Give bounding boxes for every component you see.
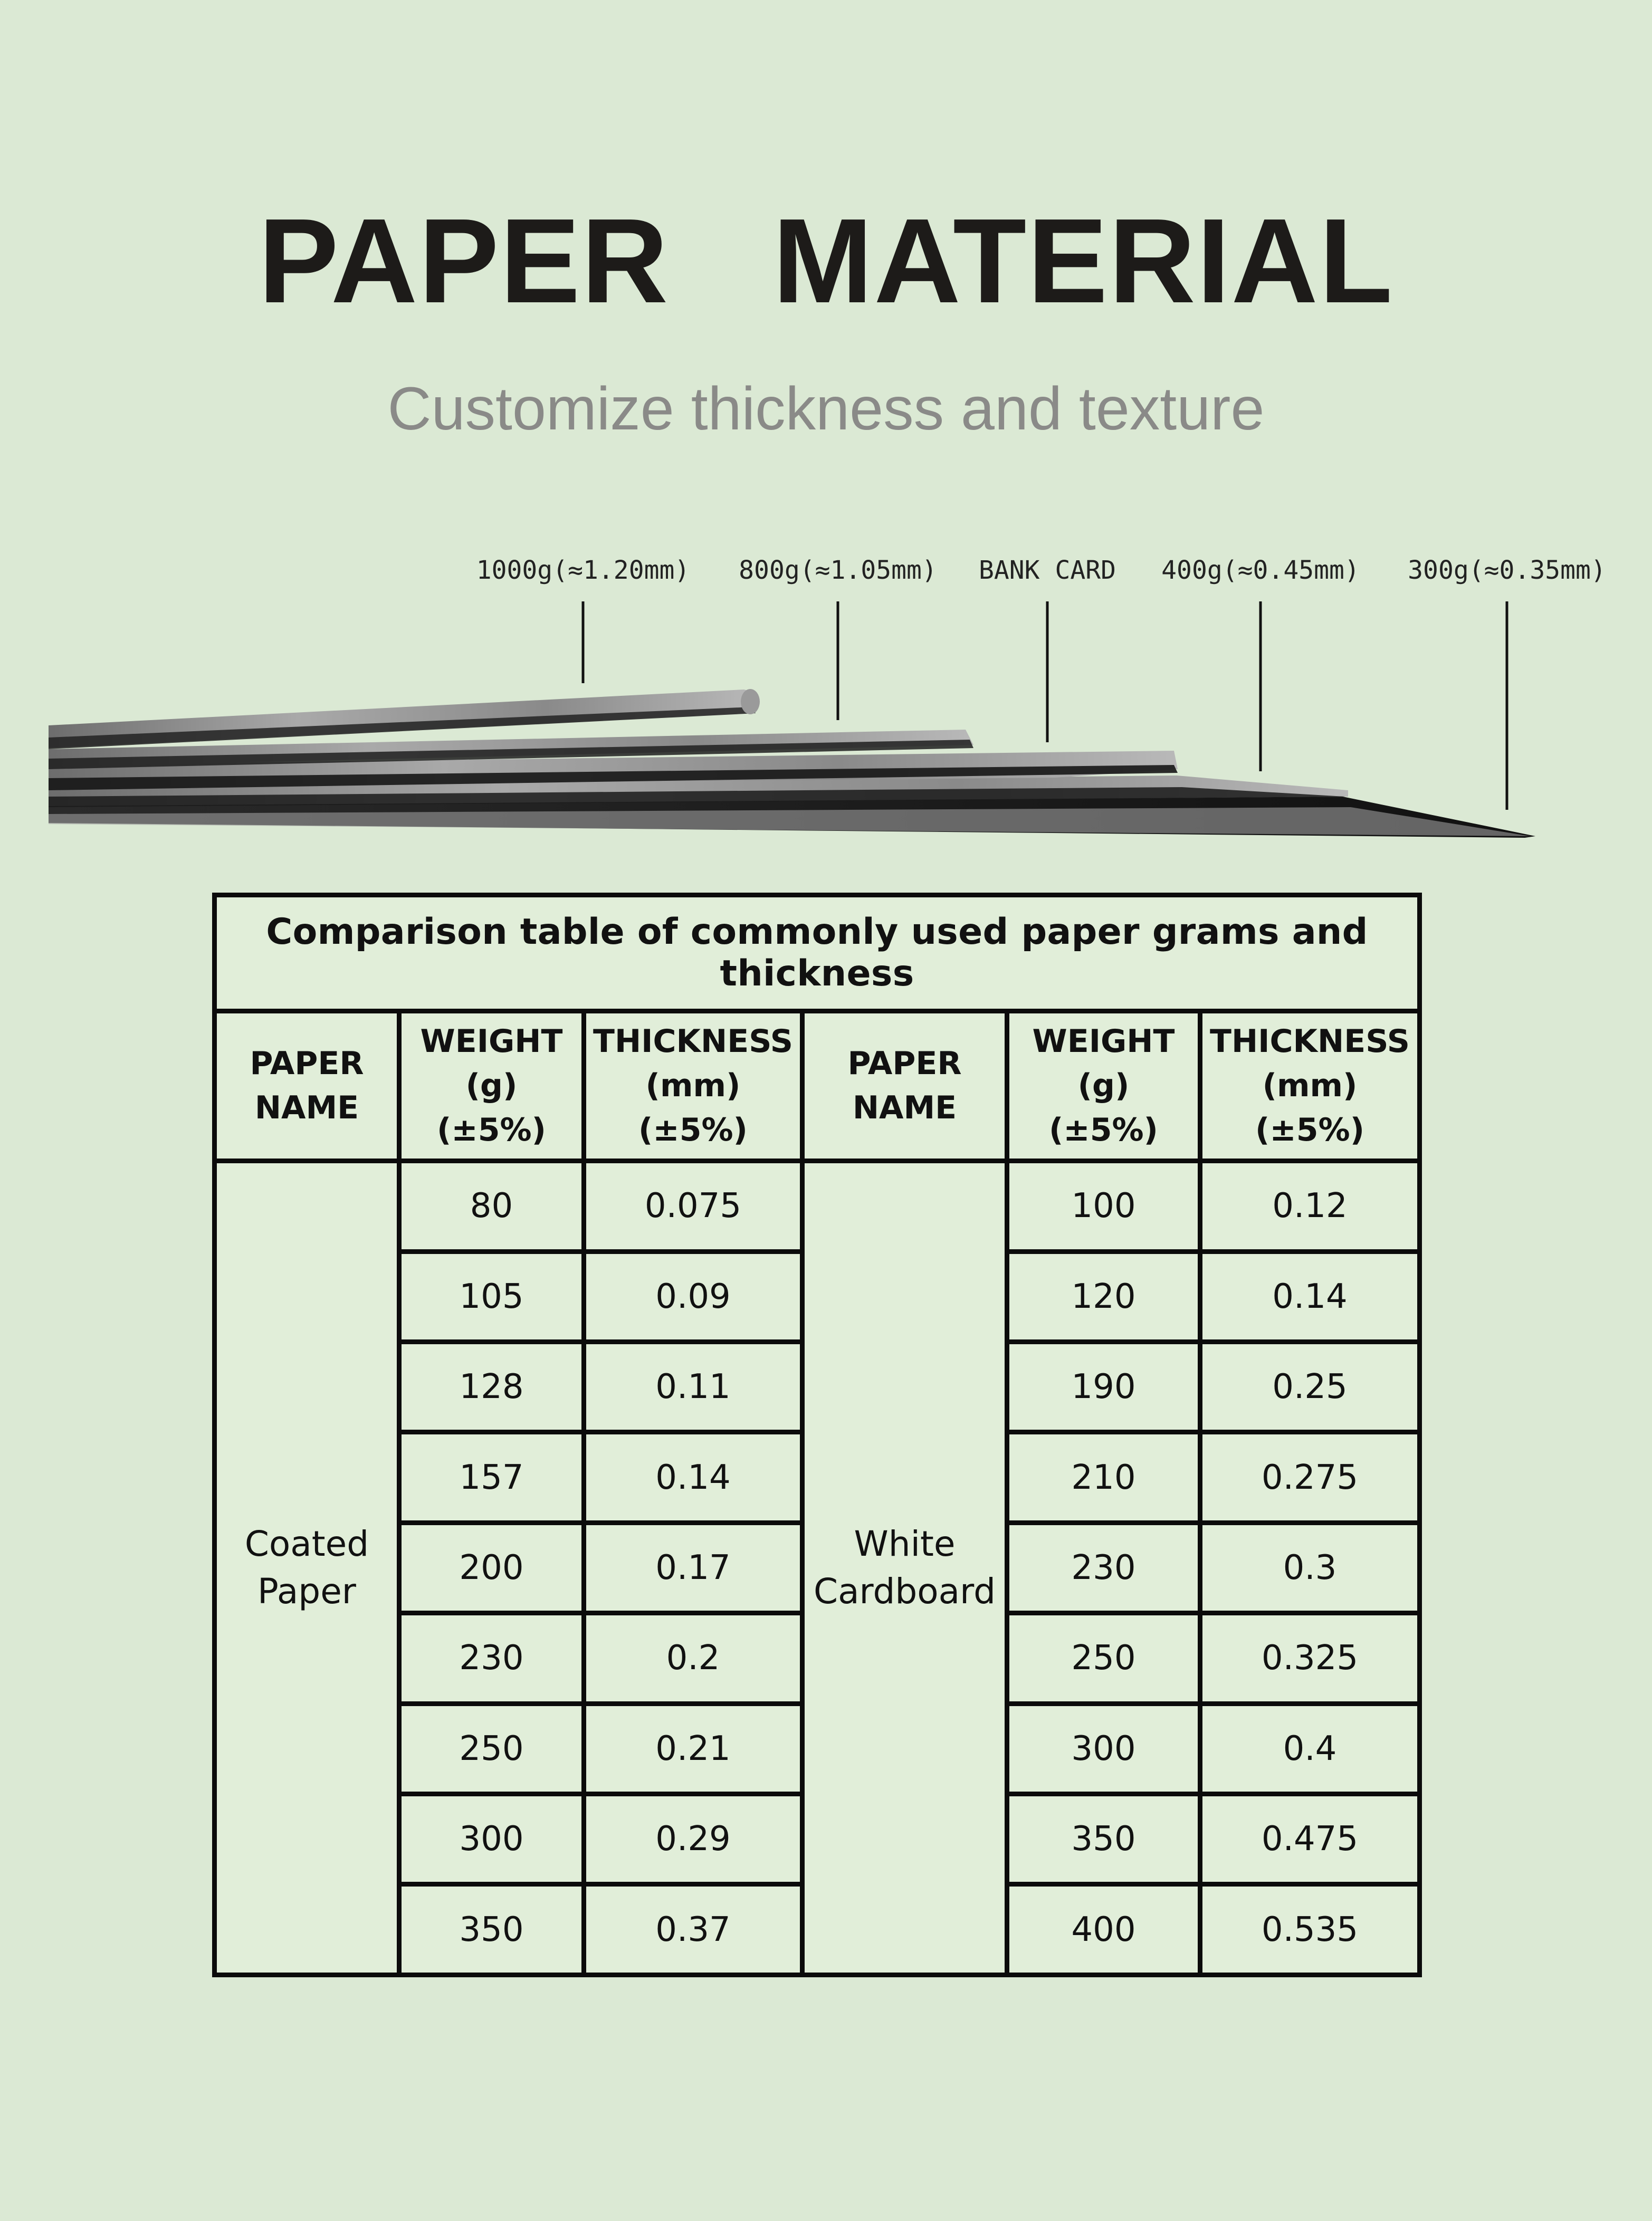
weight-cell: 210 (1007, 1432, 1200, 1523)
thickness-cell: 0.475 (1200, 1794, 1420, 1884)
header-weight-right: WEIGHT (g) (±5%) (1007, 1011, 1200, 1161)
label-300g: 300g(≈0.35mm) (1408, 556, 1606, 585)
weight-cell: 350 (399, 1884, 584, 1975)
weight-cell: 190 (1007, 1342, 1200, 1432)
thickness-cell: 0.25 (1200, 1342, 1420, 1432)
label-800g: 800g(≈1.05mm) (739, 556, 937, 585)
header-thickness-right: THICKNESS (mm) (±5%) (1200, 1011, 1420, 1161)
label-1000g: 1000g(≈1.20mm) (476, 556, 690, 585)
thickness-cell: 0.14 (584, 1432, 803, 1523)
weight-cell: 100 (1007, 1161, 1200, 1251)
weight-cell: 230 (399, 1613, 584, 1703)
thickness-cell: 0.37 (584, 1884, 803, 1975)
paper-name-white-cardboard: White Cardboard (803, 1161, 1007, 1975)
header-thickness-left: THICKNESS (mm) (±5%) (584, 1011, 803, 1161)
weight-cell: 200 (399, 1523, 584, 1613)
weight-cell: 80 (399, 1161, 584, 1251)
thickness-cell: 0.21 (584, 1703, 803, 1794)
thickness-cell: 0.075 (584, 1161, 803, 1251)
header-paper-name-left: PAPER NAME (215, 1011, 399, 1161)
weight-cell: 128 (399, 1342, 584, 1432)
weight-cell: 157 (399, 1432, 584, 1523)
header-paper-name-right: PAPER NAME (803, 1011, 1007, 1161)
thickness-cell: 0.275 (1200, 1432, 1420, 1523)
weight-cell: 300 (399, 1794, 584, 1884)
thickness-cell: 0.09 (584, 1251, 803, 1342)
paper-sheets (49, 689, 1535, 838)
page-subtitle: Customize thickness and texture (387, 375, 1265, 443)
weight-cell: 105 (399, 1251, 584, 1342)
weight-cell: 120 (1007, 1251, 1200, 1342)
label-bank-card: BANK CARD (978, 556, 1116, 585)
header-weight-left: WEIGHT (g) (±5%) (399, 1011, 584, 1161)
thickness-cell: 0.2 (584, 1613, 803, 1703)
thickness-cell: 0.12 (1200, 1161, 1420, 1251)
label-400g: 400g(≈0.45mm) (1161, 556, 1360, 585)
weight-cell: 400 (1007, 1884, 1200, 1975)
paper-name-coated: Coated Paper (215, 1161, 399, 1975)
table-row (215, 1161, 1420, 1251)
thickness-cell: 0.17 (584, 1523, 803, 1613)
thickness-cell: 0.11 (584, 1342, 803, 1432)
table-header-row (215, 1011, 1420, 1161)
comparison-table (212, 893, 1422, 1977)
thickness-cell: 0.14 (1200, 1251, 1420, 1342)
weight-cell: 300 (1007, 1703, 1200, 1794)
thickness-cell: 0.3 (1200, 1523, 1420, 1613)
thickness-cell: 0.29 (584, 1794, 803, 1884)
weight-cell: 250 (1007, 1613, 1200, 1703)
page-title: PAPER MATERIAL (258, 194, 1394, 328)
thickness-cell: 0.325 (1200, 1613, 1420, 1703)
thickness-cell: 0.4 (1200, 1703, 1420, 1794)
table-caption: Comparison table of commonly used paper grams and thickness (215, 895, 1420, 1011)
thickness-cell: 0.535 (1200, 1884, 1420, 1975)
weight-cell: 250 (399, 1703, 584, 1794)
weight-cell: 350 (1007, 1794, 1200, 1884)
weight-cell: 230 (1007, 1523, 1200, 1613)
paper-thickness-diagram (0, 549, 1652, 855)
